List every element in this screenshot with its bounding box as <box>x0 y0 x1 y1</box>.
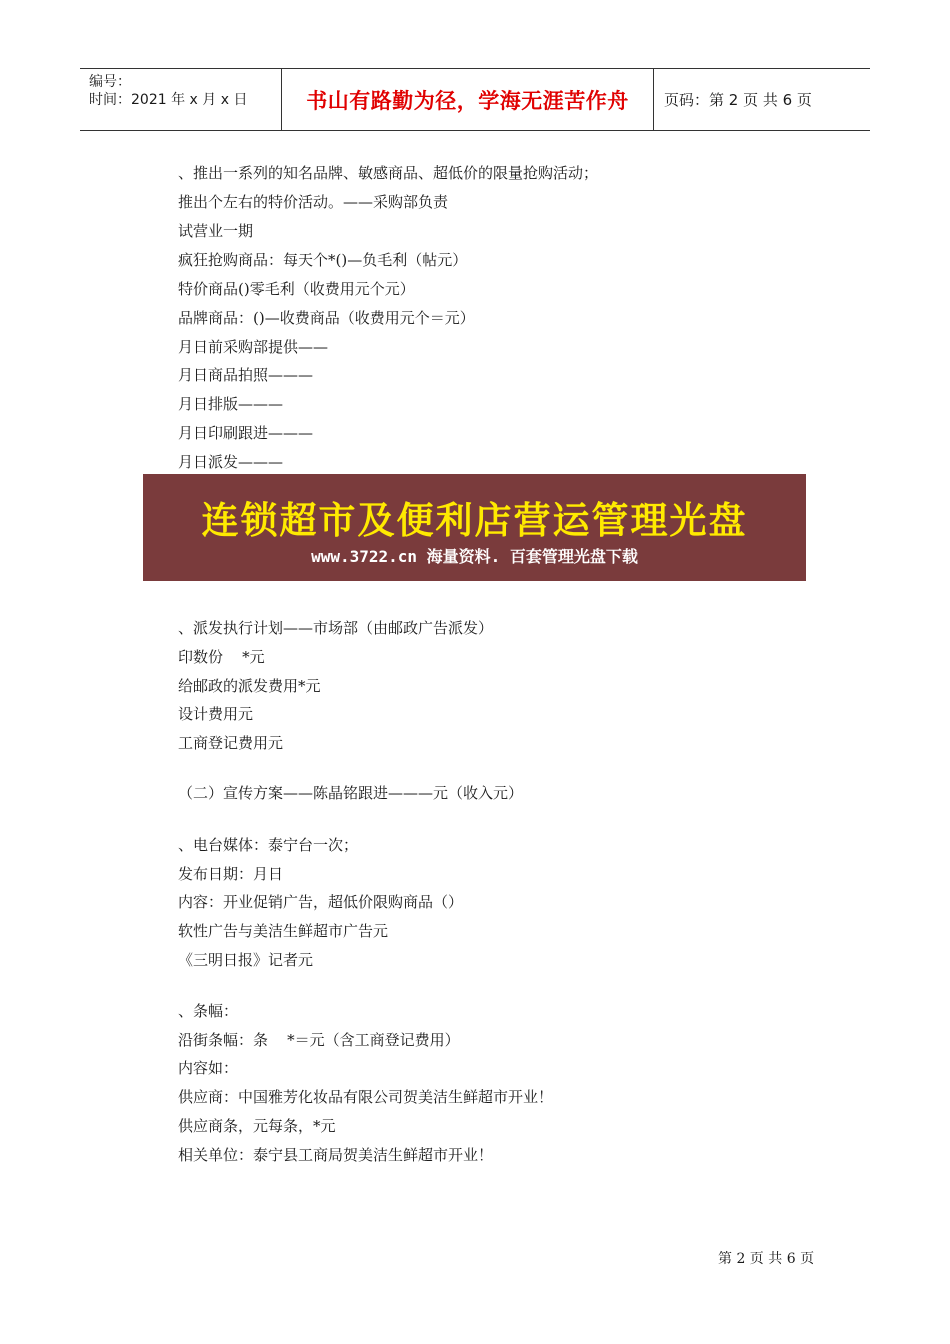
body-line: 《三明日报》记者元 <box>178 951 314 969</box>
page-header <box>80 68 870 131</box>
body-line: 月日派发——— <box>178 453 284 471</box>
body-line: 印数份 *元 <box>178 648 265 666</box>
body-line: 推出个左右的特价活动。——采购部负责 <box>178 193 449 211</box>
banner-title: 连锁超市及便利店营运管理光盘 <box>201 498 748 542</box>
body-line: 月日商品拍照——— <box>178 366 314 384</box>
body-line: 发布日期：月日 <box>178 865 284 883</box>
motto-text: 书山有路勤为径，学海无涯苦作舟 <box>306 88 629 113</box>
body-line: 月日前采购部提供—— <box>178 338 329 356</box>
body-line: 、派发执行计划——市场部（由邮政广告派发） <box>178 619 494 637</box>
time-label: 时间：2021 年 x 月 x 日 <box>89 92 248 108</box>
header-page-label: 页码：第 2 页 共 6 页 <box>664 91 812 109</box>
body-line: 月日排版——— <box>178 395 284 413</box>
banner-subtitle: www.3722.cn 海量资料. 百套管理光盘下载 <box>311 547 638 566</box>
body-line: 设计费用元 <box>178 705 254 723</box>
body-line: 给邮政的派发费用*元 <box>178 677 321 695</box>
body-line: 工商登记费用元 <box>178 734 284 752</box>
body-line: 特价商品()零毛利（收费用元个元） <box>178 280 415 298</box>
header-meta-cell <box>80 69 282 130</box>
page-footer: 第 2 页 共 6 页 <box>718 1251 815 1267</box>
section-heading: （二）宣传方案——陈晶铭跟进———元（收入元） <box>178 784 524 802</box>
body-line: 软性广告与美洁生鲜超市广告元 <box>178 922 389 940</box>
promo-banner[interactable] <box>143 474 806 581</box>
body-line: 、推出一系列的知名品牌、敏感商品、超低价的限量抢购活动； <box>178 164 599 182</box>
body-line: 沿街条幅：条 *＝元（含工商登记费用） <box>178 1031 460 1049</box>
body-line: 相关单位：泰宁县工商局贺美洁生鲜超市开业！ <box>178 1146 494 1164</box>
body-line: 内容：开业促销广告，超低价限购商品（） <box>178 893 464 911</box>
body-line: 月日印刷跟进——— <box>178 424 314 442</box>
body-line: 品牌商品：()—收费商品（收费用元个＝元） <box>178 309 475 327</box>
header-page-cell <box>654 69 870 130</box>
body-line: 疯狂抢购商品：每天个*()—负毛利（帖元） <box>178 251 468 269</box>
body-line: 、条幅： <box>178 1002 239 1020</box>
body-line: 、电台媒体：泰宁台一次； <box>178 836 359 854</box>
body-line: 试营业一期 <box>178 222 254 240</box>
header-motto-cell <box>282 69 654 130</box>
body-line: 内容如： <box>178 1059 239 1077</box>
body-line: 供应商条，元每条，*元 <box>178 1117 336 1135</box>
body-line: 供应商：中国雅芳化妆品有限公司贺美洁生鲜超市开业！ <box>178 1088 554 1106</box>
number-label: 编号： <box>89 74 131 90</box>
